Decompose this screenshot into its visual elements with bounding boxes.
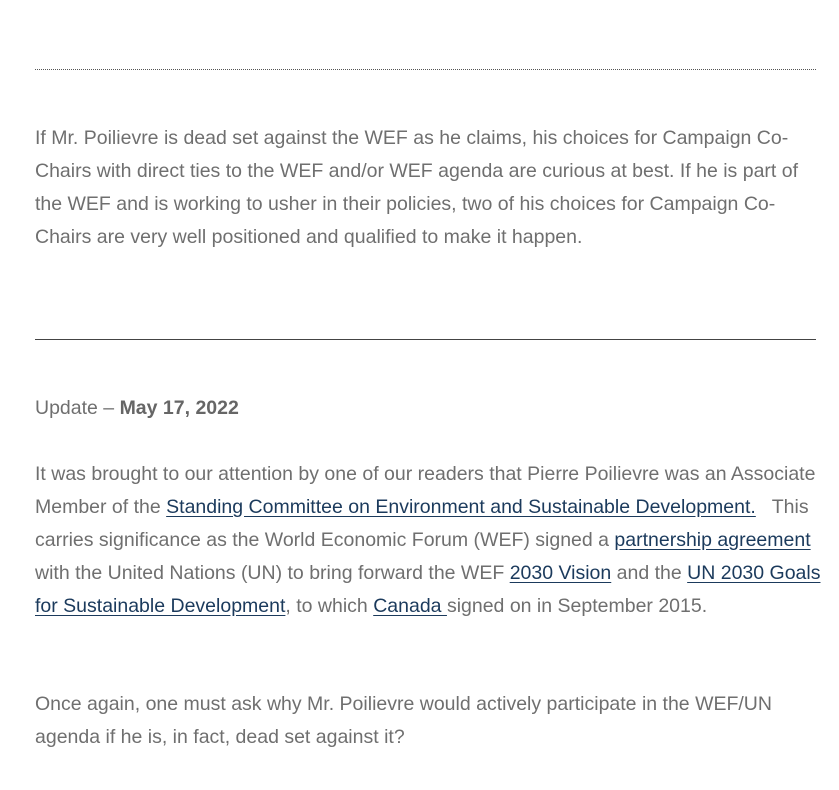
paragraph-text: If Mr. Poilievre is dead set against the WEF as he claims, his choices for Campaign Co-Chairs with direct ties to the WEF and/or WEF agenda are curious at best. If he is part of the WEF and is working to usher in their policies, two of his choices for Campaign Co-Chairs are very well positioned and qualified to make it happen. — [35, 127, 799, 248]
paragraph-closing-question — [35, 688, 825, 754]
text-segment: This carries significance as the World Economic Forum (WEF) signed a — [35, 496, 814, 551]
update-heading — [35, 392, 825, 425]
text-segment: with the United Nations (UN) to bring forward the WEF — [35, 562, 510, 584]
text-segment: It was brought to our attention by one of our readers that Pierre Poilievre was an Associate Member of the — [35, 463, 816, 518]
update-date: May 17, 2022 — [119, 397, 239, 419]
un-2030-goals-link[interactable]: UN 2030 Goals for Sustainable Development — [35, 562, 821, 617]
solid-divider — [35, 339, 816, 340]
paragraph-text: Once again, one must ask why Mr. Poilievre would actively participate in the WEF/UN agenda if he is, in fact, dead set against it? — [35, 693, 772, 748]
paragraph-wef-cochairs — [35, 122, 825, 254]
paragraph-committee — [35, 458, 825, 623]
wef-2030-vision-link[interactable]: 2030 Vision — [509, 562, 612, 584]
paragraph-text — [35, 458, 825, 623]
update-line — [35, 392, 825, 425]
dotted-divider — [35, 69, 816, 70]
canada-link[interactable]: Canada — [373, 595, 447, 617]
partnership-agreement-link[interactable]: partnership agreement — [614, 529, 811, 551]
text-segment: , to which — [285, 595, 374, 617]
text-segment: and the — [611, 562, 688, 584]
text-segment: signed on in September 2015. — [446, 595, 708, 617]
update-prefix: Update – — [35, 397, 120, 419]
standing-committee-link[interactable]: Standing Committee on Environment and Sustainable Development. — [166, 496, 756, 518]
